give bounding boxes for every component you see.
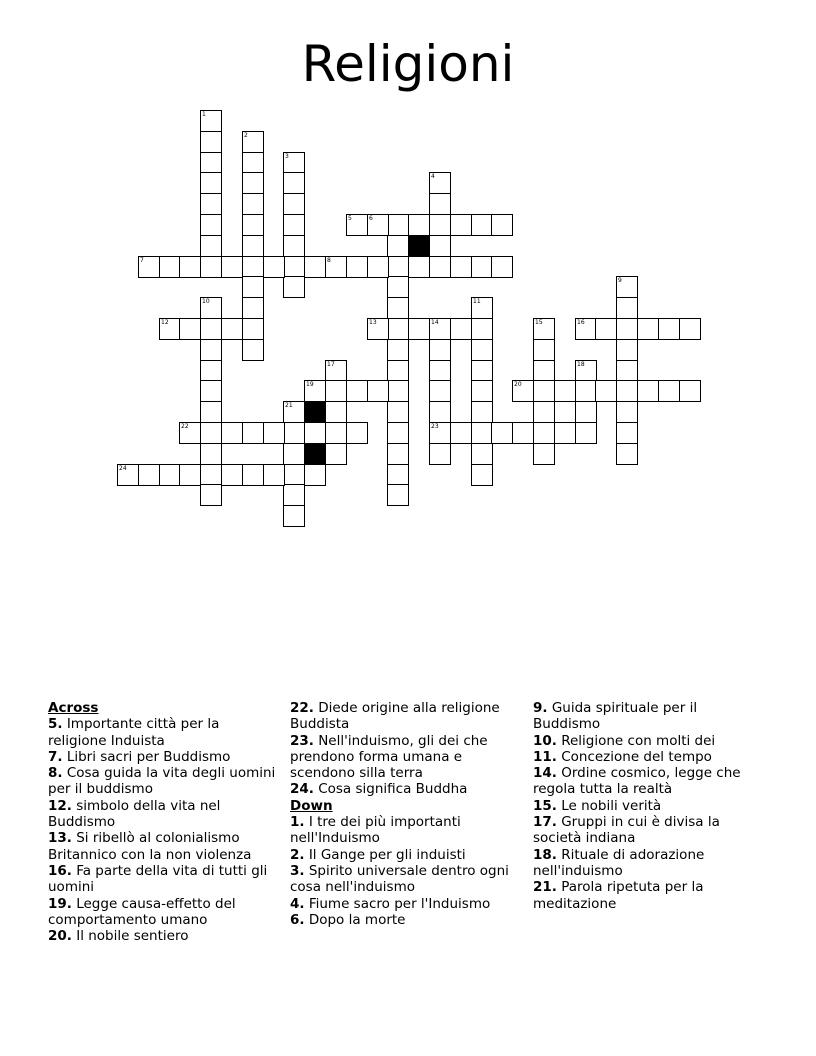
grid-cell[interactable] [575, 318, 597, 340]
grid-cell[interactable] [179, 464, 201, 486]
clue-text: Il nobile sentiero [71, 928, 189, 945]
clue-text: Fiume sacro per l'Induismo [304, 895, 491, 912]
grid-cell[interactable] [179, 318, 201, 340]
grid-cell[interactable] [429, 214, 451, 236]
clue-text: simbolo della vita nel Buddismo [48, 797, 221, 831]
grid-cell[interactable] [616, 276, 638, 298]
clue-number: 12 [161, 319, 169, 326]
grid-cell[interactable] [200, 380, 222, 402]
clue-text: I tre dei più importanti nell'Induismo [290, 814, 461, 847]
clue-number-label: 12. [48, 797, 72, 814]
grid-cell[interactable] [491, 214, 513, 236]
grid-cell[interactable] [637, 380, 659, 402]
clue-item [48, 749, 280, 765]
grid-cell[interactable] [200, 297, 222, 319]
page-title: Religioni [301, 35, 515, 93]
grid-cell[interactable] [263, 422, 285, 444]
clue-item [533, 733, 765, 749]
clue-item [290, 863, 522, 896]
clue-text: Cosa guida la vita degli uomini per il buddismo [48, 765, 276, 798]
clue-text: Le nobili verità [556, 797, 662, 814]
grid-cell[interactable] [200, 193, 222, 215]
grid-cell[interactable] [387, 339, 409, 361]
grid-cell[interactable] [429, 401, 451, 423]
clue-number-label: 23. [290, 732, 314, 749]
clue-number-label: 24. [290, 781, 314, 798]
clue-text: Dopo la morte [304, 911, 406, 928]
clue-text: Si ribellò al colonialismo Britannico con la non violenza [48, 830, 252, 863]
clue-number: 13 [369, 319, 377, 326]
grid-cell[interactable] [138, 464, 160, 486]
clue-item [290, 733, 522, 782]
grid-cell[interactable] [575, 360, 597, 382]
grid-cell[interactable] [200, 235, 222, 257]
grid-cell[interactable] [658, 380, 680, 402]
grid-cell[interactable] [242, 235, 264, 257]
clue-text: Libri sacri per Buddismo [62, 748, 231, 765]
grid-cell[interactable] [221, 318, 243, 340]
clue-number-label: 2. [290, 846, 305, 863]
grid-cell[interactable] [575, 401, 597, 423]
clue-number-label: 4. [290, 895, 305, 912]
grid-cell[interactable] [616, 339, 638, 361]
grid-cell[interactable] [179, 422, 201, 444]
clue-number: 21 [285, 402, 293, 409]
grid-cell[interactable] [283, 152, 305, 174]
clue-text: Concezione del tempo [556, 748, 712, 765]
black-cell [408, 235, 430, 257]
clue-number: 7 [140, 257, 144, 264]
grid-cell[interactable] [429, 443, 451, 465]
grid-cell[interactable] [283, 172, 305, 194]
grid-cell[interactable] [221, 422, 243, 444]
grid-cell[interactable] [408, 214, 430, 236]
clues-column-2 [290, 700, 522, 928]
clue-item [290, 896, 522, 912]
grid-cell[interactable] [533, 401, 555, 423]
clue-text: Guida spirituale per il Buddismo [533, 700, 698, 733]
grid-cell[interactable] [429, 256, 451, 278]
clue-text: Parola ripetuta per la meditazione [533, 879, 704, 912]
clue-number: 23 [431, 423, 439, 430]
clue-number-label: 19. [48, 895, 72, 912]
grid-cell[interactable] [491, 422, 513, 444]
grid-cell[interactable] [387, 235, 409, 257]
grid-cell[interactable] [471, 380, 493, 402]
grid-cell[interactable] [450, 422, 472, 444]
grid-cell[interactable] [491, 256, 513, 278]
grid-cell[interactable] [471, 214, 493, 236]
clue-number: 22 [181, 423, 189, 430]
grid-cell[interactable] [616, 401, 638, 423]
clue-number: 11 [473, 298, 481, 305]
grid-cell[interactable] [575, 422, 597, 444]
grid-cell[interactable] [367, 318, 389, 340]
clues-column-3 [533, 700, 765, 912]
grid-cell[interactable] [387, 360, 409, 382]
clue-item [533, 847, 765, 880]
grid-cell[interactable] [408, 256, 430, 278]
clue-text: Nell'induismo, gli dei che prendono forma umana e scendono silla terra [290, 732, 488, 782]
grid-cell[interactable] [471, 256, 493, 278]
clue-item [48, 896, 280, 929]
clue-number: 18 [577, 361, 585, 368]
clue-number: 14 [431, 319, 439, 326]
clue-number-label: 6. [290, 911, 305, 928]
clue-number: 17 [327, 361, 335, 368]
clue-item [533, 798, 765, 814]
clue-number-label: 1. [290, 814, 305, 831]
clue-number-label: 3. [290, 862, 305, 879]
grid-cell[interactable] [471, 422, 493, 444]
grid-cell[interactable] [200, 318, 222, 340]
grid-cell[interactable] [533, 339, 555, 361]
grid-cell[interactable] [595, 318, 617, 340]
grid-cell[interactable] [138, 256, 160, 278]
clue-item [48, 928, 280, 944]
clue-item [48, 798, 280, 831]
grid-cell[interactable] [346, 214, 368, 236]
clue-item [290, 814, 522, 847]
grid-cell[interactable] [471, 318, 493, 340]
grid-cell[interactable] [179, 256, 201, 278]
grid-cell[interactable] [242, 318, 264, 340]
clue-number-label: 13. [48, 830, 72, 847]
grid-cell[interactable] [283, 401, 305, 423]
grid-cell[interactable] [429, 422, 451, 444]
grid-cell[interactable] [283, 505, 305, 527]
grid-cell[interactable] [616, 318, 638, 340]
clue-number-label: 7. [48, 748, 63, 765]
clue-number-label: 14. [533, 765, 557, 782]
grid-cell[interactable] [387, 401, 409, 423]
grid-cell[interactable] [325, 380, 347, 402]
clue-item [533, 765, 765, 798]
grid-cell[interactable] [471, 297, 493, 319]
grid-cell[interactable] [283, 276, 305, 298]
grid-cell[interactable] [575, 380, 597, 402]
grid-cell[interactable] [200, 401, 222, 423]
grid-cell[interactable] [200, 214, 222, 236]
clue-number-label: 21. [533, 879, 557, 896]
clue-number-label: 8. [48, 765, 63, 782]
grid-cell[interactable] [429, 339, 451, 361]
grid-cell[interactable] [387, 464, 409, 486]
grid-cell[interactable] [200, 422, 222, 444]
clue-number-label: 20. [48, 928, 72, 945]
grid-cell[interactable] [325, 401, 347, 423]
grid-cell[interactable] [325, 256, 347, 278]
grid-cell[interactable] [242, 131, 264, 153]
grid-cell[interactable] [283, 422, 305, 444]
clue-number: 4 [431, 173, 435, 180]
grid-cell[interactable] [242, 172, 264, 194]
grid-cell[interactable] [242, 193, 264, 215]
clue-text: Religione con molti dei [556, 732, 716, 749]
grid-cell[interactable] [242, 422, 264, 444]
grid-cell[interactable] [387, 297, 409, 319]
clue-item [48, 830, 280, 863]
clue-item [290, 700, 522, 733]
clue-number-label: 22. [290, 700, 314, 716]
grid-cell[interactable] [325, 422, 347, 444]
grid-cell[interactable] [304, 422, 326, 444]
grid-cell[interactable] [387, 214, 409, 236]
clue-number: 8 [327, 257, 331, 264]
grid-cell[interactable] [658, 318, 680, 340]
grid-cell[interactable] [159, 318, 181, 340]
grid-cell[interactable] [200, 484, 222, 506]
clue-number: 5 [348, 215, 352, 222]
grid-cell[interactable] [283, 235, 305, 257]
grid-cell[interactable] [346, 422, 368, 444]
clue-text: Ordine cosmico, legge che regola tutta la realtà [533, 765, 741, 798]
clue-item [290, 912, 522, 928]
clue-number-label: 16. [48, 862, 72, 879]
grid-cell[interactable] [471, 401, 493, 423]
clue-number: 1 [202, 111, 206, 118]
grid-cell[interactable] [283, 193, 305, 215]
grid-cell[interactable] [429, 380, 451, 402]
grid-cell[interactable] [616, 443, 638, 465]
grid-cell[interactable] [387, 380, 409, 402]
grid-cell[interactable] [429, 360, 451, 382]
grid-cell[interactable] [325, 360, 347, 382]
clue-number: 6 [369, 215, 373, 222]
grid-cell[interactable] [616, 360, 638, 382]
grid-cell[interactable] [387, 484, 409, 506]
grid-cell[interactable] [200, 256, 222, 278]
grid-cell[interactable] [471, 339, 493, 361]
clue-item [533, 879, 765, 912]
clue-text: Cosa significa Buddha [313, 781, 468, 798]
grid-cell[interactable] [387, 276, 409, 298]
grid-cell[interactable] [533, 318, 555, 340]
clue-number-label: 10. [533, 732, 557, 749]
grid-cell[interactable] [471, 360, 493, 382]
grid-cell[interactable] [387, 443, 409, 465]
clue-number: 19 [306, 381, 314, 388]
grid-cell[interactable] [450, 256, 472, 278]
grid-cell[interactable] [533, 443, 555, 465]
grid-cell[interactable] [679, 318, 701, 340]
clue-text: Gruppi in cui è divisa la società indiana [533, 814, 720, 847]
clue-item [290, 781, 522, 797]
grid-cell[interactable] [554, 380, 576, 402]
grid-cell[interactable] [159, 464, 181, 486]
grid-cell[interactable] [533, 422, 555, 444]
grid-cell[interactable] [533, 380, 555, 402]
clue-number-label: 17. [533, 814, 557, 831]
grid-cell[interactable] [242, 256, 264, 278]
grid-cell[interactable] [429, 318, 451, 340]
clue-text: Legge causa-effetto del comportamento umano [48, 895, 236, 928]
grid-cell[interactable] [616, 380, 638, 402]
clue-number: 24 [119, 465, 127, 472]
grid-cell[interactable] [283, 214, 305, 236]
across-heading: Across [48, 700, 99, 716]
grid-cell[interactable] [346, 380, 368, 402]
grid-cell[interactable] [242, 339, 264, 361]
grid-cell[interactable] [637, 318, 659, 340]
grid-cell[interactable] [242, 214, 264, 236]
grid-cell[interactable] [367, 380, 389, 402]
grid-cell[interactable] [200, 172, 222, 194]
clue-text: Fa parte della vita di tutti gli uomini [48, 862, 268, 896]
grid-cell[interactable] [533, 360, 555, 382]
grid-cell[interactable] [304, 256, 326, 278]
clue-number: 2 [244, 132, 248, 139]
clue-number-label: 15. [533, 797, 557, 814]
clue-text: Diede origine alla religione Buddista [290, 700, 500, 733]
grid-cell[interactable] [450, 318, 472, 340]
grid-cell[interactable] [221, 256, 243, 278]
grid-cell[interactable] [263, 256, 285, 278]
grid-cell[interactable] [117, 464, 139, 486]
grid-cell[interactable] [429, 193, 451, 215]
grid-cell[interactable] [595, 380, 617, 402]
clue-text: Importante città per la religione Induista [48, 716, 220, 749]
grid-cell[interactable] [263, 464, 285, 486]
grid-cell[interactable] [325, 443, 347, 465]
grid-cell[interactable] [283, 443, 305, 465]
clue-item [533, 749, 765, 765]
grid-cell[interactable] [554, 422, 576, 444]
grid-cell[interactable] [200, 360, 222, 382]
clues-column-1 [48, 700, 280, 944]
clue-text: Spirito universale dentro ogni cosa nell'induismo [290, 862, 509, 896]
clue-number: 16 [577, 319, 585, 326]
grid-cell[interactable] [471, 464, 493, 486]
grid-cell[interactable] [242, 152, 264, 174]
clue-item [48, 765, 280, 798]
grid-cell[interactable] [283, 256, 305, 278]
clue-text: Il Gange per gli induisti [304, 846, 466, 863]
grid-cell[interactable] [159, 256, 181, 278]
grid-cell[interactable] [200, 464, 222, 486]
grid-cell[interactable] [200, 152, 222, 174]
clue-number: 3 [285, 153, 289, 160]
grid-cell[interactable] [616, 422, 638, 444]
grid-cell[interactable] [283, 464, 305, 486]
grid-cell[interactable] [283, 484, 305, 506]
clue-number-label: 5. [48, 716, 63, 733]
grid-cell[interactable] [367, 256, 389, 278]
clue-item [533, 700, 765, 733]
grid-cell[interactable] [304, 464, 326, 486]
grid-cell[interactable] [387, 318, 409, 340]
grid-cell[interactable] [616, 297, 638, 319]
clue-number-label: 11. [533, 748, 557, 765]
grid-cell[interactable] [200, 131, 222, 153]
grid-cell[interactable] [221, 464, 243, 486]
grid-cell[interactable] [346, 256, 368, 278]
grid-cell[interactable] [471, 443, 493, 465]
clue-number: 9 [618, 277, 622, 284]
clue-item [533, 814, 765, 847]
clue-item [48, 863, 280, 896]
down-heading: Down [290, 797, 333, 814]
grid-cell[interactable] [429, 235, 451, 257]
grid-cell[interactable] [429, 172, 451, 194]
grid-cell[interactable] [408, 318, 430, 340]
clue-number-label: 18. [533, 846, 557, 863]
grid-cell[interactable] [512, 422, 534, 444]
clue-text: Rituale di adorazione nell'induismo [533, 846, 705, 879]
grid-cell[interactable] [242, 464, 264, 486]
grid-cell[interactable] [367, 214, 389, 236]
grid-cell[interactable] [242, 276, 264, 298]
grid-cell[interactable] [242, 297, 264, 319]
clue-item [290, 847, 522, 863]
clue-item [48, 716, 280, 749]
clue-number: 10 [202, 298, 210, 305]
clue-number-label: 9. [533, 700, 548, 716]
grid-cell[interactable] [679, 380, 701, 402]
grid-cell[interactable] [387, 256, 409, 278]
grid-cell[interactable] [450, 214, 472, 236]
grid-cell[interactable] [200, 110, 222, 132]
grid-cell[interactable] [200, 339, 222, 361]
grid-cell[interactable] [512, 380, 534, 402]
black-cell [304, 401, 326, 423]
grid-cell[interactable] [387, 422, 409, 444]
grid-cell[interactable] [200, 443, 222, 465]
clue-number: 20 [514, 381, 522, 388]
grid-cell[interactable] [304, 380, 326, 402]
clue-number: 15 [535, 319, 543, 326]
black-cell [304, 443, 326, 465]
